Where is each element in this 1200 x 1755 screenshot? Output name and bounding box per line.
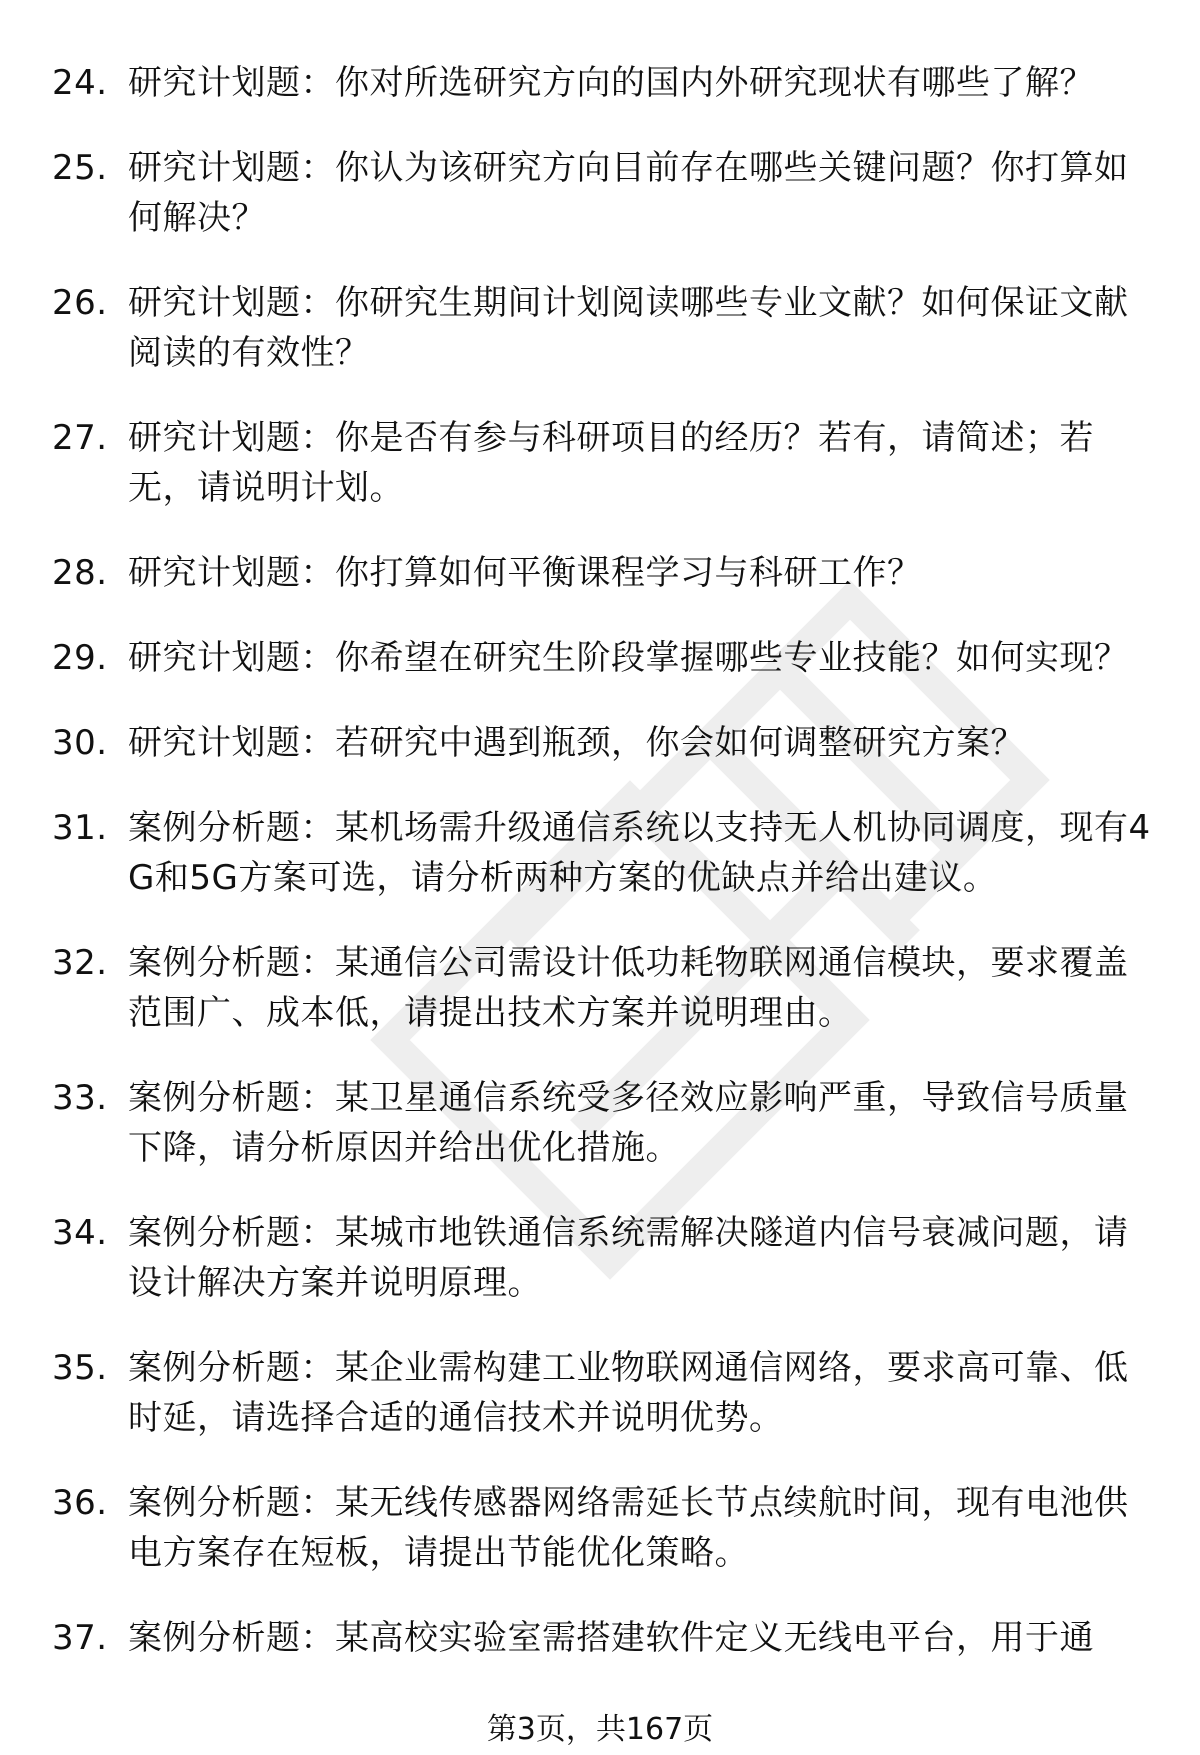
- question-number: 28.: [52, 553, 108, 593]
- question-item: [52, 633, 1152, 683]
- question-item: [52, 413, 1152, 513]
- question-text: 研究计划题：你是否有参与科研项目的经历？若有，请简述；若无，请说明计划。: [128, 418, 1094, 508]
- question-item: [52, 1073, 1152, 1173]
- question-text: 研究计划题：你打算如何平衡课程学习与科研工作？: [128, 553, 922, 593]
- question-number: 27.: [52, 418, 108, 458]
- question-number: 25.: [52, 148, 108, 188]
- question-text: 案例分析题：某卫星通信系统受多径效应影响严重，导致信号质量下降，请分析原因并给出优化措施。: [128, 1078, 1129, 1168]
- question-text: 案例分析题：某高校实验室需搭建软件定义无线电平台，用于通: [128, 1618, 1094, 1658]
- question-number: 26.: [52, 283, 108, 323]
- question-list: [52, 58, 1152, 1698]
- question-text: 案例分析题：某城市地铁通信系统需解决隧道内信号衰减问题，请设计解决方案并说明原理。: [128, 1213, 1129, 1303]
- question-text: 案例分析题：某无线传感器网络需延长节点续航时间，现有电池供电方案存在短板，请提出节能优化策略。: [128, 1483, 1129, 1573]
- question-number: 30.: [52, 723, 108, 763]
- question-text: 研究计划题：你研究生期间计划阅读哪些专业文献？如何保证文献阅读的有效性？: [128, 283, 1129, 373]
- question-item: [52, 803, 1152, 903]
- question-number: 36.: [52, 1483, 108, 1523]
- question-text: 案例分析题：某企业需构建工业物联网通信网络，要求高可靠、低时延，请选择合适的通信技术并说明优势。: [128, 1348, 1129, 1438]
- question-item: [52, 548, 1152, 598]
- question-text: 研究计划题：若研究中遇到瓶颈，你会如何调整研究方案？: [128, 723, 1025, 763]
- question-text: 研究计划题：你希望在研究生阶段掌握哪些专业技能？如何实现？: [128, 638, 1129, 678]
- question-text: 案例分析题：某机场需升级通信系统以支持无人机协同调度，现有4G和5G方案可选，请分析两种方案的优缺点并给出建议。: [128, 808, 1151, 898]
- question-number: 34.: [52, 1213, 108, 1253]
- question-item: [52, 1208, 1152, 1308]
- question-item: [52, 143, 1152, 243]
- question-item: [52, 1478, 1152, 1578]
- question-item: [52, 718, 1152, 768]
- question-item: [52, 278, 1152, 378]
- page-footer: 第3页，共167页: [486, 1712, 714, 1747]
- question-item: [52, 1343, 1152, 1443]
- question-number: 35.: [52, 1348, 108, 1388]
- question-number: 31.: [52, 808, 108, 848]
- question-number: 33.: [52, 1078, 108, 1118]
- question-text: 研究计划题：你认为该研究方向目前存在哪些关键问题？你打算如何解决？: [128, 148, 1129, 238]
- question-number: 29.: [52, 638, 108, 678]
- question-item: [52, 938, 1152, 1038]
- question-number: 24.: [52, 63, 108, 103]
- question-number: 32.: [52, 943, 108, 983]
- question-number: 37.: [52, 1618, 108, 1658]
- question-text: 案例分析题：某通信公司需设计低功耗物联网通信模块，要求覆盖范围广、成本低，请提出技术方案并说明理由。: [128, 943, 1129, 1033]
- question-text: 研究计划题：你对所选研究方向的国内外研究现状有哪些了解？: [128, 63, 1094, 103]
- question-item: [52, 1613, 1152, 1663]
- question-item: [52, 58, 1152, 108]
